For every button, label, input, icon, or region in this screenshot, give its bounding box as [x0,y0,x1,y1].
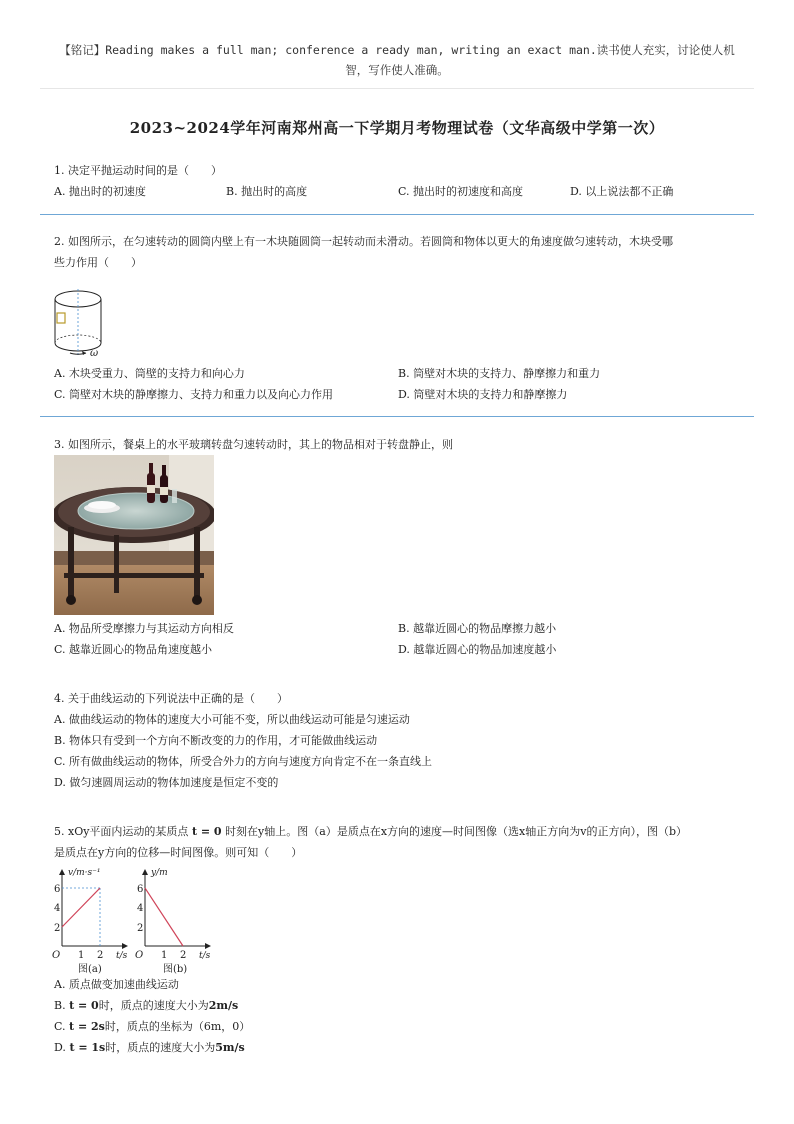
q5-option-d-value: 5m/s [215,1041,245,1054]
q1-option-c[interactable]: C. 抛出时的初速度和高度 [398,185,524,198]
question-separator [40,214,754,215]
graph-a-xtick: 1 [78,950,85,961]
q3-option-a[interactable]: A. 物品所受摩擦力与其运动方向相反 [54,622,234,635]
q4-option-b[interactable]: B. 物体只有受到一个方向不断改变的力的作用，才可能做曲线运动 [54,734,378,747]
q5-option-c-text: 时，质点的坐标为（6m，0） [104,1020,251,1033]
q2-option-b[interactable]: B. 筒壁对木块的支持力、静摩擦力和重力 [398,367,601,380]
graph-b-xlabel: t/s [199,951,211,961]
graph-a-ylabel: v/m·s⁻¹ [68,868,101,878]
q2-stem-line-1: 2. 如图所示，在匀速转动的圆筒内壁上有一木块随圆筒一起转动而未滑动。若圆筒和物体以更大的角速度做匀速转动，木块受哪 [54,235,673,248]
omega-label: ω [90,348,99,359]
dining-table-photo [54,455,214,615]
q3-option-b[interactable]: B. 越靠近圆心的物品摩擦力越小 [398,622,557,635]
q5-option-c[interactable] [54,1017,250,1037]
question-separator [40,416,754,417]
q5-stem-line-2: 是质点在y方向的位移—时间图像。则可知（ ） [54,846,303,859]
header-divider [40,88,754,89]
q1-option-b[interactable]: B. 抛出时的高度 [226,185,308,198]
q4-option-d[interactable]: D. 做匀速圆周运动的物体加速度是恒定不变的 [54,776,279,789]
graph-b-position-time [135,866,215,976]
q5-stem-line-1 [54,822,687,842]
q5-option-d-time: t = 1s [69,1041,106,1054]
q2-option-d[interactable]: D. 筒壁对木块的支持力和静摩擦力 [398,388,568,401]
q4-option-c[interactable]: C. 所有做曲线运动的物体，所受合外力的方向与速度方向肯定不在一条直线上 [54,755,433,768]
graph-b-caption: 图(b) [163,964,188,975]
q5-option-a[interactable]: A. 质点做变加速曲线运动 [54,978,179,991]
graph-a-xlabel: t/s [116,951,128,961]
graph-a-caption: 图(a) [78,964,102,975]
graph-a-ytick: 6 [54,884,61,895]
q1-option-d[interactable]: D. 以上说法都不正确 [570,185,674,198]
graph-a-ytick: 4 [54,903,61,914]
q5-option-b-letter: B. [54,999,66,1012]
page-title: 2023~2024学年河南郑州高一下学期月考物理试卷（文华高级中学第一次） [129,119,665,137]
q3-option-d[interactable]: D. 越靠近圆心的物品加速度越小 [398,643,557,656]
q5-option-c-letter: C. [54,1020,66,1033]
motto [40,40,754,80]
q4-stem: 4. 关于曲线运动的下列说法中正确的是（ ） [54,692,288,705]
q5-option-b-value: 2m/s [208,999,239,1012]
q5-option-d[interactable] [54,1038,245,1058]
graph-b-origin: O [135,950,144,961]
q5-option-d-text: 时，质点的速度大小为 [105,1041,216,1054]
graph-a-ytick: 2 [54,923,61,934]
graph-b-xtick: 1 [161,950,168,961]
q5-option-c-time: t = 2s [69,1020,105,1033]
graph-b-ylabel: y/m [151,868,168,878]
q4-option-a[interactable]: A. 做曲线运动的物体的速度大小可能不变，所以曲线运动可能是匀速运动 [54,713,410,726]
graph-b-ytick: 4 [137,903,144,914]
q5-option-b-text: 时，质点的速度大小为 [98,999,209,1012]
rotating-cylinder-figure [50,285,120,363]
q3-stem: 3. 如图所示，餐桌上的水平玻璃转盘匀速转动时，其上的物品相对于转盘静止，则 [54,438,453,451]
graph-a-xtick: 2 [97,950,104,961]
q5-option-d-letter: D. [54,1041,66,1054]
wooden-block [57,313,65,323]
q2-option-a[interactable]: A. 木块受重力、筒壁的支持力和向心力 [54,367,245,380]
graph-a-velocity-time [52,866,132,976]
q5-t0-math: t = 0 [191,825,222,838]
q1-stem: 1. 决定平抛运动时间的是（ ） [54,164,222,177]
q2-option-c[interactable]: C. 筒壁对木块的静摩擦力、支持力和重力以及向心力作用 [54,388,334,401]
q1-option-a[interactable]: A. 抛出时的初速度 [54,185,146,198]
q5-option-b[interactable] [54,996,238,1016]
q5-stem-pre: 5. xOy平面内运动的某质点 [54,825,189,838]
graph-a-origin: O [52,950,61,961]
graph-b-ytick: 6 [137,884,144,895]
graph-a-line [62,888,100,927]
q2-stem-line-2: 些力作用（ ） [54,256,142,269]
graph-b-ytick: 2 [137,923,144,934]
q3-option-c[interactable]: C. 越靠近圆心的物品角速度越小 [54,643,213,656]
motto-line-1: 【铭记】Reading makes a full man; conference a ready man, writing an exact man.读书使人充实，讨论使人机 [59,43,735,57]
graph-b-line [145,888,183,946]
q5-option-b-time: t = 0 [69,999,99,1012]
graph-b-xtick: 2 [180,950,187,961]
motto-line-2: 智，写作使人准确。 [345,63,449,77]
q5-stem-mid: 时刻在y轴上。图（a）是质点在x方向的速度—时间图像（选x轴正方向为v的正方向），图（b） [225,825,687,838]
